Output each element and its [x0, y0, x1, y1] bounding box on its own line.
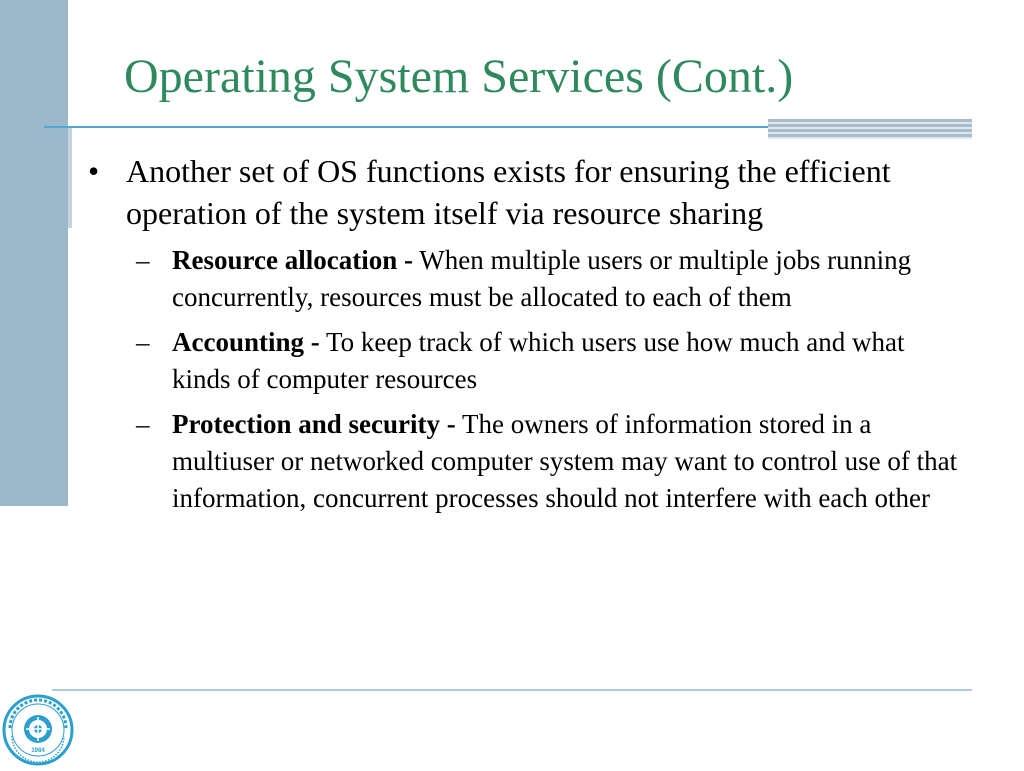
title-divider-accent — [768, 119, 972, 139]
sub-bullet-accounting — [88, 324, 968, 398]
sub-bullet-term: Resource allocation - — [172, 245, 413, 275]
main-bullet-text: Another set of OS functions exists for ensuring the efficient operation of the system itself via resource sharing — [126, 153, 891, 231]
sub-bullet-text — [172, 324, 962, 398]
sub-bullet-resource-allocation — [88, 242, 968, 316]
bullet-marker: • — [88, 153, 100, 189]
sub-bullet-dash: – — [136, 245, 150, 275]
sub-bullet-text — [172, 242, 962, 316]
university-seal-icon — [2, 694, 74, 766]
sub-bullet-dash: – — [136, 327, 150, 357]
seal-year: 1984 — [31, 748, 45, 754]
sub-bullet-text — [172, 406, 962, 517]
sub-bullet-list — [88, 242, 968, 517]
sub-bullet-protection-security — [88, 406, 968, 517]
sub-bullet-description: To keep track of which users use how much and what kinds of computer resources — [172, 327, 905, 394]
main-bullet — [88, 150, 968, 234]
slide-title: Operating System Services (Cont.) — [124, 50, 794, 103]
slide-content — [88, 150, 968, 517]
sub-bullet-term: Protection and security - — [172, 409, 456, 439]
left-decorative-bar — [0, 0, 68, 506]
sub-bullet-dash: – — [136, 409, 150, 439]
footer-divider — [52, 689, 972, 691]
sub-bullet-term: Accounting - — [172, 327, 320, 357]
left-bar-shadow — [68, 128, 72, 228]
sub-bullet-description: The owners of information stored in a multiuser or networked computer system may want to control use of that information, concurrent processes should not interfere with each other — [172, 409, 958, 513]
sub-bullet-description: When multiple users or multiple jobs running concurrently, resources must be allocated to each of them — [172, 245, 912, 312]
